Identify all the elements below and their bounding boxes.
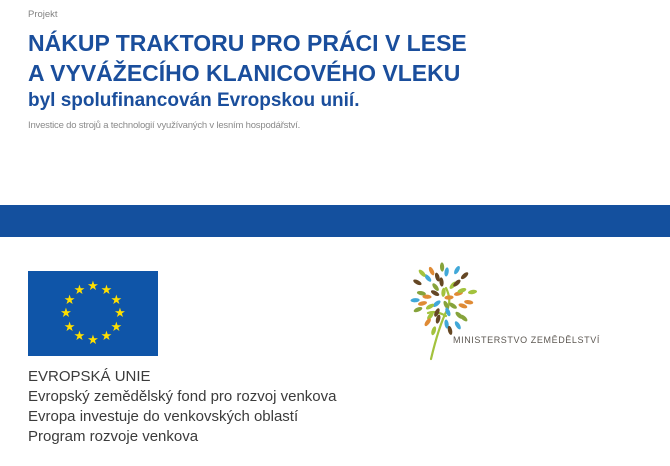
tree-leaf xyxy=(418,300,428,306)
eu-invest-line: Evropa investuje do venkovských oblastí xyxy=(28,408,299,425)
tree-leaf xyxy=(413,306,423,313)
ministry-tree-icon xyxy=(405,262,485,362)
eu-star-icon: ★ xyxy=(110,318,123,334)
divider-bar xyxy=(0,205,670,237)
project-title-line1: NÁKUP TRAKTORU PRO PRÁCI V LESE xyxy=(28,30,467,56)
tree-leaf xyxy=(432,299,442,308)
eu-star-icon: ★ xyxy=(100,281,113,297)
eu-text-block xyxy=(28,367,336,447)
tree-leaf xyxy=(412,278,422,286)
eu-star-icon: ★ xyxy=(100,328,113,344)
eu-fund-line: Evropský zemědělský fond pro rozvoj venkova xyxy=(28,388,337,405)
eu-star-icon: ★ xyxy=(73,328,86,344)
eu-star-icon: ★ xyxy=(73,281,86,297)
tree-leaf xyxy=(440,262,445,271)
tree-leaf xyxy=(410,298,419,303)
tree-leaf xyxy=(430,326,437,336)
tree-leaf xyxy=(453,265,461,275)
project-title xyxy=(28,28,467,88)
eu-star-icon: ★ xyxy=(87,332,99,347)
ministry-logo xyxy=(405,262,645,362)
investment-description: Investice do strojů a technologií využívaných v lesním hospodářství. xyxy=(28,120,301,131)
project-label: Projekt xyxy=(28,9,58,20)
cofinancing-statement: byl spolufinancován Evropskou unií. xyxy=(28,90,360,111)
eu-star-icon: ★ xyxy=(87,278,99,293)
eu-flag-icon xyxy=(28,271,158,356)
eu-union-label: EVROPSKÁ UNIE xyxy=(28,368,151,385)
eu-star-icon: ★ xyxy=(60,305,72,320)
eu-star-icon: ★ xyxy=(63,318,76,334)
tree-leaf xyxy=(464,299,474,304)
tree-leaf xyxy=(428,266,436,276)
eu-star-icon: ★ xyxy=(110,291,123,307)
tree-leaf xyxy=(454,320,462,330)
eu-star-icon: ★ xyxy=(63,291,76,307)
eu-program-line: Program rozvoje venkova xyxy=(28,428,199,445)
tree-leaf xyxy=(468,289,478,295)
eu-star-icon: ★ xyxy=(114,305,126,320)
ministry-name: MINISTERSTVO ZEMĚDĚLSTVÍ xyxy=(453,335,600,345)
project-title-line2: A VYVÁŽECÍHO KLANICOVÉHO VLEKU xyxy=(28,60,461,86)
tree-leaf xyxy=(444,295,453,300)
tree-leaf xyxy=(444,267,450,277)
tree-leaf xyxy=(460,271,470,280)
